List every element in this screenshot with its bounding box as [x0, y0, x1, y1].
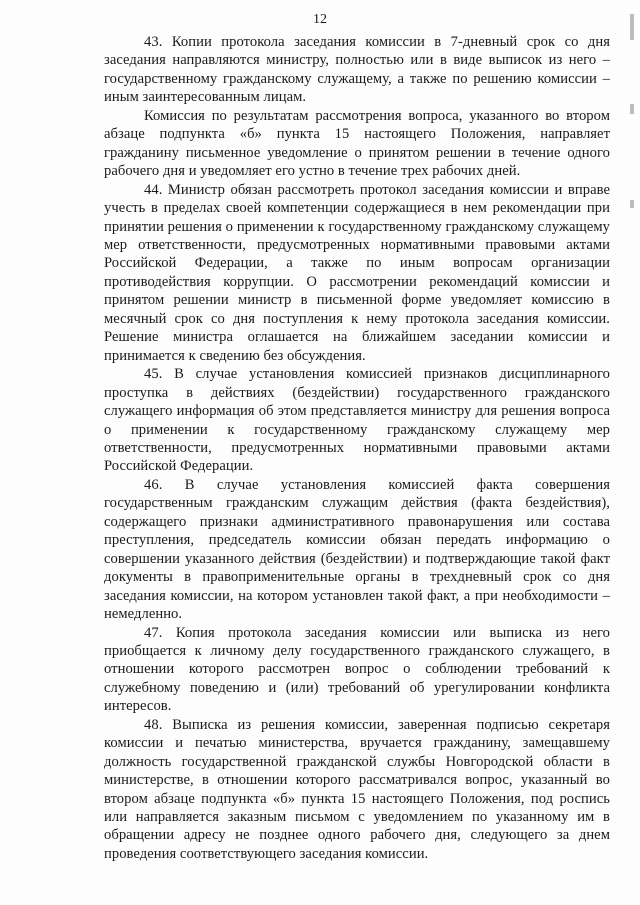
scan-edge-mark	[630, 104, 634, 114]
paragraph-43: 43. Копии протокола заседания комиссии в 7-дневный срок со дня заседания направляются министру, полностью или в виде выписок из него – государственному гражданскому служащему, а также по решению комиссии – иным заинтересованным лицам.	[104, 34, 610, 106]
paragraph-44: 44. Министр обязан рассмотреть протокол заседания комиссии и вправе учесть в пределах своей компетенции содержащиеся в нем рекомендации при принятии решения о применении к государственному гражданскому служащему мер ответственности, предусмотренных нормативными правовыми актами Российской Федерации, а также по иным вопросам организации противодействия коррупции. О рассмотрении рекомендаций комиссии и принятом решении министр в письменной форме уведомляет комиссию в месячный срок со дня поступления к нему протокола заседания комиссии. Решение министра оглашается на ближайшем заседании комиссии и принимается к сведению без обсуждения.	[104, 181, 610, 364]
paragraph-45: 45. В случае установления комиссией признаков дисциплинарного проступка в действиях (бездействии) государственного гражданского служащего информация об этом представляется министру для решения вопроса о применении к государственному гражданскому служащему мер ответственности, предусмотренных нормативными правовыми актами Российской Федерации.	[104, 366, 610, 475]
paragraph-47: 47. Копия протокола заседания комиссии или выписка из него приобщается к личному делу государственного гражданского служащего, в отношении которого рассмотрен вопрос о соблюдении требований к служебному поведению и (или) требований об урегулировании конфликта интересов.	[104, 624, 610, 715]
paragraph-commission-notice: Комиссия по результатам рассмотрения вопроса, указанного во втором абзаце подпункта «б» пункта 15 настоящего Положения, направляет гражданину письменное уведомление о принятом решении в течение одного рабочего дня и уведомляет его устно в течение трех рабочих дней.	[104, 107, 610, 180]
scan-edge-mark	[630, 200, 634, 208]
paragraph-46: 46. В случае установления комиссией факта совершения государственным гражданским служащим действия (факта бездействия), содержащего признаки административного правонарушения или состава преступления, председатель комиссии обязан передать информацию о совершении указанного действия (бездействии) и подтверждающие такой факт документы в правоприменительные органы в трехдневный срок со дня заседания комиссии, на котором установлен такой факт, а при необходимости – немедленно.	[104, 476, 610, 623]
scan-edge-mark	[630, 14, 634, 40]
paragraph-48: 48. Выписка из решения комиссии, заверенная подписью секретаря комиссии и печатью министерства, вручается гражданину, замещавшему должность государственной гражданской службы Новгородской области в министерстве, в отношении которого рассматривался вопрос, указанный во втором абзаце подпункта «б» пункта 15 настоящего Положения, под роспись или направляется заказным письмом с уведомлением по указанному им в обращении адресу не позднее одного рабочего дня, следующего за днем проведения соответствующего заседания комиссии.	[104, 716, 610, 862]
document-body	[104, 33, 610, 863]
page-number: 12	[313, 12, 327, 27]
